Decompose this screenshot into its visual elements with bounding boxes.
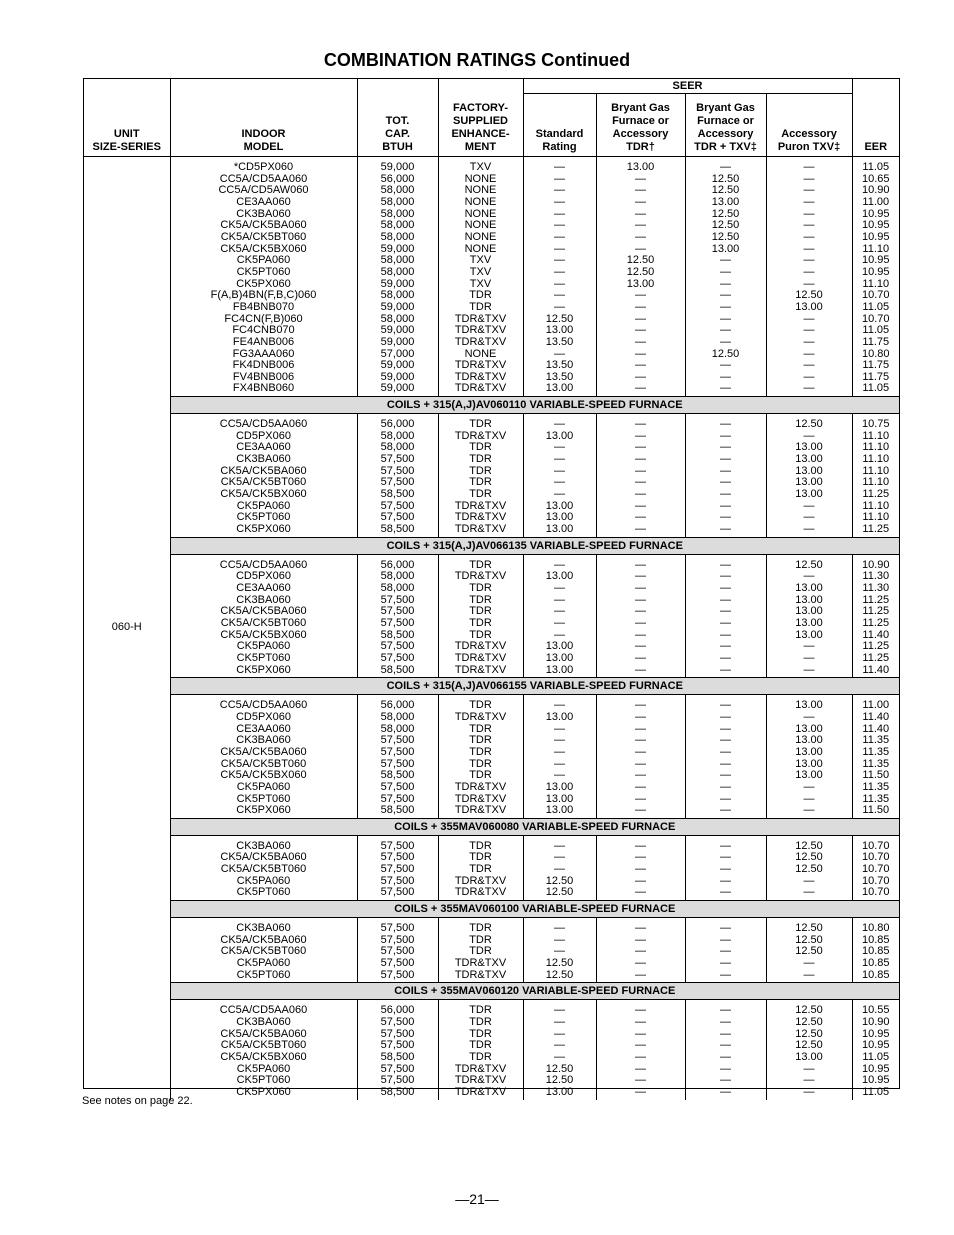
bryant-tdr-txv-list: — — — — —: [685, 835, 766, 900]
standard-rating-list: — — — 12.50 12.50: [523, 835, 596, 900]
capacity-list: 57,500 57,500 57,500 57,500 57,500: [357, 918, 438, 983]
page-title: COMBINATION RATINGS Continued: [323, 50, 631, 70]
header-total-capacity: TOT. CAP. BTUH: [357, 94, 438, 157]
standard-rating-list: — — — — — 12.50 12.50 13.00: [523, 1000, 596, 1100]
capacity-list: 56,000 58,000 58,000 57,500 57,500 57,500 58,500 57,500 57,500 58,500: [357, 695, 438, 819]
section-heading: COILS + 355MAV060080 VARIABLE-SPEED FURNACE: [170, 818, 899, 835]
capacity-list: 56,000 58,000 58,000 57,500 57,500 57,500 58,500 57,500 57,500 58,500: [357, 554, 438, 678]
eer-list: 11.05 10.65 10.90 11.00 10.95 10.95 10.95 11.10 10.95 10.95 11.10 10.70 11.05 10.70 11.05 11.75 10.80 11.75 11.75 11.05: [852, 157, 899, 397]
header-unit-size-series: UNIT SIZE-SERIES: [84, 94, 170, 157]
enhancement-list: TDR TDR&TXV TDR TDR TDR TDR TDR TDR&TXV TDR&TXV TDR&TXV: [438, 695, 523, 819]
bryant-tdr-list: — — — — — — — — — —: [596, 554, 685, 678]
section-heading: COILS + 315(A,J)AV060110 VARIABLE-SPEED FURNACE: [170, 397, 899, 414]
bryant-tdr-list: — — — — — — — —: [596, 1000, 685, 1100]
accessory-txv-list: 13.00 — 13.00 13.00 13.00 13.00 13.00 — — —: [766, 695, 852, 819]
bryant-tdr-list: — — — — —: [596, 918, 685, 983]
indoor-model-list: CC5A/CD5AA060 CD5PX060 CE3AA060 CK3BA060 CK5A/CK5BA060 CK5A/CK5BT060 CK5A/CK5BX060 CK5PA060 CK5PT060 CK5PX060: [170, 695, 357, 819]
section-header-row: [84, 397, 899, 414]
eer-list: 10.70 10.70 10.70 10.70 10.70: [852, 835, 899, 900]
bryant-tdr-list: 13.00 — — — — — — — 12.50 12.50 13.00 — — — — — — — — —: [596, 157, 685, 397]
header-standard-rating: Standard Rating: [523, 94, 596, 157]
header-bryant-tdr-txv: Bryant Gas Furnace or Accessory TDR + TXV‡: [685, 94, 766, 157]
table-row: [84, 695, 899, 819]
header-spacer: [438, 79, 523, 94]
indoor-model-list: CC5A/CD5AA060 CD5PX060 CE3AA060 CK3BA060 CK5A/CK5BA060 CK5A/CK5BT060 CK5A/CK5BX060 CK5PA060 CK5PT060 CK5PX060: [170, 414, 357, 538]
accessory-txv-list: 12.50 12.50 12.50 12.50 13.00 — — —: [766, 1000, 852, 1100]
unit-size-cell: 060-H: [111, 621, 142, 634]
standard-rating-list: — — — — — — — — — — — — — 12.50 13.00 13.50 — 13.50 13.50 13.00: [523, 157, 596, 397]
header-spacer: [170, 79, 357, 94]
eer-list: 10.80 10.85 10.85 10.85 10.85: [852, 918, 899, 983]
bryant-tdr-txv-list: — — — — —: [685, 918, 766, 983]
accessory-txv-list: 12.50 12.50 12.50 — —: [766, 835, 852, 900]
indoor-model-list: CK3BA060 CK5A/CK5BA060 CK5A/CK5BT060 CK5PA060 CK5PT060: [170, 918, 357, 983]
indoor-model-list: CC5A/CD5AA060 CD5PX060 CE3AA060 CK3BA060 CK5A/CK5BA060 CK5A/CK5BT060 CK5A/CK5BX060 CK5PA060 CK5PT060 CK5PX060: [170, 554, 357, 678]
header-spacer: [852, 79, 899, 94]
eer-list: 10.75 11.10 11.10 11.10 11.10 11.10 11.25 11.10 11.10 11.25: [852, 414, 899, 538]
standard-rating-list: — 13.00 — — — — — 13.00 13.00 13.00: [523, 554, 596, 678]
enhancement-list: TDR TDR&TXV TDR TDR TDR TDR TDR TDR&TXV TDR&TXV TDR&TXV: [438, 414, 523, 538]
bryant-tdr-list: — — — — —: [596, 835, 685, 900]
ratings-grid: [84, 79, 899, 1100]
page-number: —21—: [455, 1191, 499, 1207]
table-row: [84, 414, 899, 538]
accessory-txv-list: 12.50 12.50 12.50 — —: [766, 918, 852, 983]
bryant-tdr-txv-list: — 12.50 12.50 13.00 12.50 12.50 12.50 13.00 — — — — — — — — 12.50 — — —: [685, 157, 766, 397]
capacity-list: 56,000 58,000 58,000 57,500 57,500 57,500 58,500 57,500 57,500 58,500: [357, 414, 438, 538]
section-heading: COILS + 315(A,J)AV066155 VARIABLE-SPEED FURNACE: [170, 678, 899, 695]
header-spacer: [357, 79, 438, 94]
enhancement-list: TDR TDR TDR TDR&TXV TDR&TXV: [438, 918, 523, 983]
eer-list: 11.00 11.40 11.40 11.35 11.35 11.35 11.50 11.35 11.35 11.50: [852, 695, 899, 819]
header-bryant-tdr: Bryant Gas Furnace or Accessory TDR†: [596, 94, 685, 157]
indoor-model-list: *CD5PX060 CC5A/CD5AA060 CC5A/CD5AW060 CE3AA060 CK3BA060 CK5A/CK5BA060 CK5A/CK5BT060 CK5A/CK5BX060 CK5PA060 CK5PT060 CK5PX060 F(A,B)4BN(F,B,C)060 FB4BNB070 FC4CN(F,B)060 FC4CNB070 FE4ANB006 FG3AAA060 FK4DNB006 FV4BNB006 FX4BNB060: [170, 157, 357, 397]
bryant-tdr-txv-list: — — — — — — — — — —: [685, 695, 766, 819]
eer-list: 10.90 11.30 11.30 11.25 11.25 11.25 11.40 11.25 11.25 11.40: [852, 554, 899, 678]
table-row: [84, 1000, 899, 1100]
section-heading: COILS + 355MAV060120 VARIABLE-SPEED FURNACE: [170, 983, 899, 1000]
standard-rating-list: — — — 12.50 12.50: [523, 918, 596, 983]
header-indoor-model: INDOOR MODEL: [170, 94, 357, 157]
enhancement-list: TDR TDR TDR TDR&TXV TDR&TXV: [438, 835, 523, 900]
enhancement-list: TDR TDR&TXV TDR TDR TDR TDR TDR TDR&TXV TDR&TXV TDR&TXV: [438, 554, 523, 678]
section-heading: COILS + 355MAV060100 VARIABLE-SPEED FURNACE: [170, 901, 899, 918]
enhancement-list: TXV NONE NONE NONE NONE NONE NONE NONE TXV TXV TXV TDR TDR TDR&TXV TDR&TXV TDR&TXV NONE TDR&TXV TDR&TXV TDR&TXV: [438, 157, 523, 397]
bryant-tdr-list: — — — — — — — — — —: [596, 695, 685, 819]
header-eer: EER: [852, 94, 899, 157]
enhancement-list: TDR TDR TDR TDR TDR TDR&TXV TDR&TXV TDR&TXV: [438, 1000, 523, 1100]
table-row: [84, 918, 899, 983]
combination-ratings-table: [83, 78, 900, 1098]
table-row: [84, 554, 899, 678]
capacity-list: 59,000 56,000 58,000 58,000 58,000 58,000 58,000 59,000 58,000 58,000 59,000 58,000 59,000 58,000 59,000 59,000 57,000 59,000 59,000 59,000: [357, 157, 438, 397]
section-header-row: [84, 537, 899, 554]
header-factory-enhancement: FACTORY- SUPPLIED ENHANCE- MENT: [438, 94, 523, 157]
capacity-list: 57,500 57,500 57,500 57,500 57,500: [357, 835, 438, 900]
eer-list: 10.55 10.90 10.95 10.95 11.05 10.95 10.95 11.05: [852, 1000, 899, 1100]
bryant-tdr-txv-list: — — — — — — — —: [685, 1000, 766, 1100]
capacity-list: 56,000 57,500 57,500 57,500 58,500 57,500 57,500 58,500: [357, 1000, 438, 1100]
table-row: [84, 835, 899, 900]
section-header-row: [84, 983, 899, 1000]
accessory-txv-list: 12.50 — 13.00 13.00 13.00 13.00 13.00 — — —: [766, 554, 852, 678]
header-accessory-puron-txv: Accessory Puron TXV‡: [766, 94, 852, 157]
table-row: [84, 157, 899, 397]
standard-rating-list: — 13.00 — — — — — 13.00 13.00 13.00: [523, 414, 596, 538]
section-header-row: [84, 818, 899, 835]
bryant-tdr-txv-list: — — — — — — — — — —: [685, 554, 766, 678]
footnote: See notes on page 22.: [82, 1095, 193, 1107]
bryant-tdr-list: — — — — — — — — — —: [596, 414, 685, 538]
section-heading: COILS + 315(A,J)AV066135 VARIABLE-SPEED FURNACE: [170, 537, 899, 554]
bryant-tdr-txv-list: — — — — — — — — — —: [685, 414, 766, 538]
indoor-model-list: CC5A/CD5AA060 CK3BA060 CK5A/CK5BA060 CK5A/CK5BT060 CK5A/CK5BX060 CK5PA060 CK5PT060 CK5PX060: [170, 1000, 357, 1100]
accessory-txv-list: — — — — — — — — — — — 12.50 13.00 — — — — — — —: [766, 157, 852, 397]
accessory-txv-list: 12.50 — 13.00 13.00 13.00 13.00 13.00 — — —: [766, 414, 852, 538]
header-seer: SEER: [523, 79, 852, 94]
header-spacer: [84, 79, 170, 94]
indoor-model-list: CK3BA060 CK5A/CK5BA060 CK5A/CK5BT060 CK5PA060 CK5PT060: [170, 835, 357, 900]
standard-rating-list: — 13.00 — — — — — 13.00 13.00 13.00: [523, 695, 596, 819]
section-header-row: [84, 901, 899, 918]
section-header-row: [84, 678, 899, 695]
